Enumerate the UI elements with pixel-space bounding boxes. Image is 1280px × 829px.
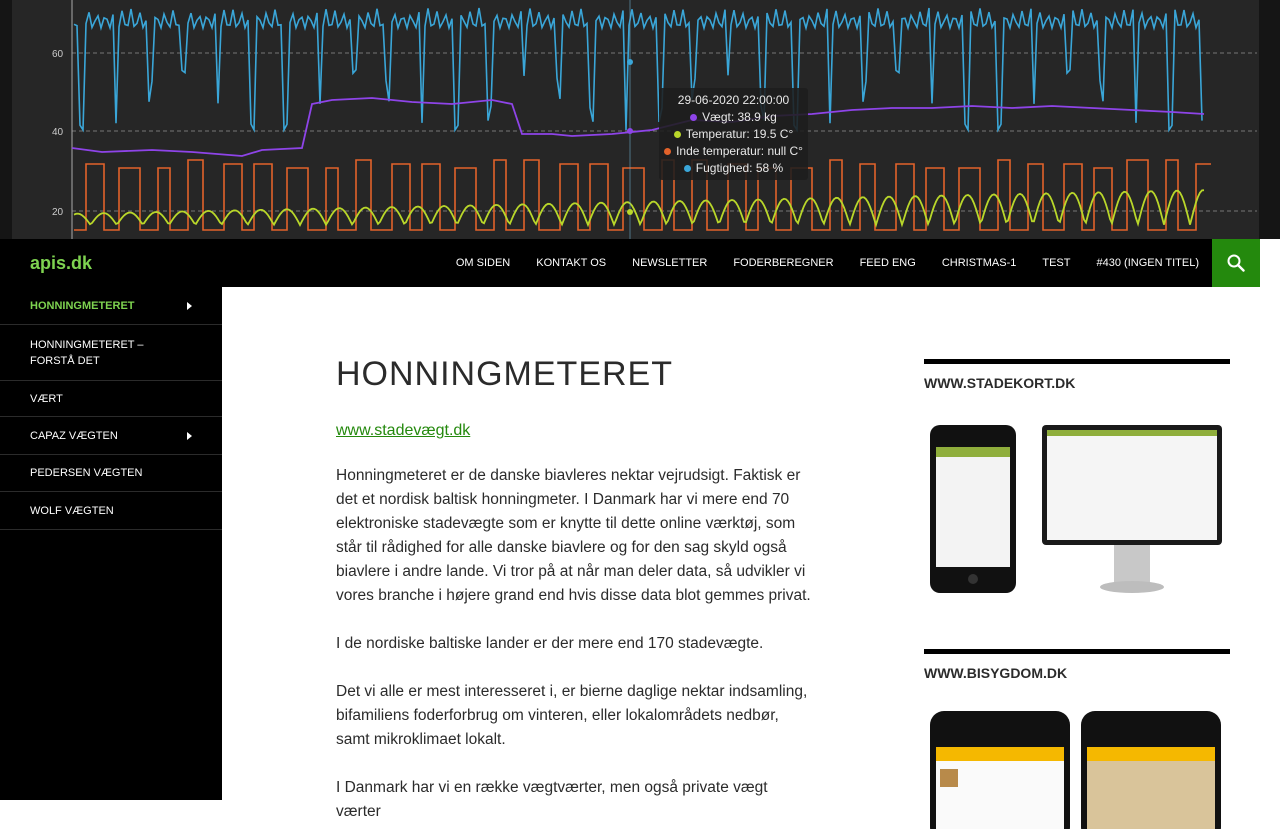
legend-dot xyxy=(684,165,691,172)
nav-item-christmas[interactable]: CHRISTMAS-1 xyxy=(941,257,1017,269)
y-tick: 40 xyxy=(52,127,64,138)
nav-item-newsletter[interactable]: NEWSLETTER xyxy=(632,257,708,269)
caret-right-icon[interactable] xyxy=(187,302,192,310)
search-button[interactable] xyxy=(1212,239,1260,287)
devices-image xyxy=(924,421,1230,601)
sidebar-item-label: WOLF VÆGTEN xyxy=(30,504,114,517)
widget-stadekort xyxy=(924,359,1230,601)
page-edge xyxy=(1260,239,1280,800)
bisygdom-image-link[interactable] xyxy=(924,709,1230,829)
masthead xyxy=(0,239,1260,287)
sidebar-item-honningmeteret[interactable] xyxy=(0,287,222,325)
sidebar-item-label: HONNINGMETERET – FORSTÅ DET xyxy=(30,338,144,367)
page-title: HONNINGMETERET xyxy=(336,355,673,393)
sidebar-item-forsta-det[interactable] xyxy=(0,325,222,381)
tooltip-row xyxy=(659,109,808,126)
secondary-nav xyxy=(0,287,222,800)
sidebar-item-label: HONNINGMETERET xyxy=(30,299,135,312)
sidebar-item-wolf[interactable] xyxy=(0,492,222,530)
legend-dot xyxy=(690,114,697,121)
phones-image xyxy=(924,709,1230,829)
sidebar-item-label: CAPAZ VÆGTEN xyxy=(30,429,118,442)
content-sidebar xyxy=(924,359,1230,829)
paragraph: I de nordiske baltiske lander er der mere end 170 stadevægte. xyxy=(336,635,764,652)
widget-title: WWW.STADEKORT.DK xyxy=(924,375,1076,391)
nav-item-430[interactable]: #430 (INGEN TITEL) xyxy=(1096,257,1199,269)
paragraph: I Danmark har vi en række vægtværter, men også private vægt værter xyxy=(336,779,768,820)
sidebar-item-label: VÆRT xyxy=(30,392,63,405)
stadevaegt-link[interactable]: www.stadevægt.dk xyxy=(336,422,471,439)
tooltip-row xyxy=(659,160,808,177)
nav-item-foderberegner[interactable]: FODERBEREGNER xyxy=(733,257,834,269)
sidebar-item-capaz[interactable] xyxy=(0,417,222,455)
temperature-line xyxy=(74,190,1204,225)
chart-tooltip xyxy=(659,88,808,180)
tooltip-label: Temperatur: 19.5 C° xyxy=(685,127,794,141)
sidebar-item-pedersen[interactable] xyxy=(0,455,222,492)
search-icon xyxy=(1227,254,1245,272)
caret-right-icon[interactable] xyxy=(187,432,192,440)
legend-dot xyxy=(674,131,681,138)
humidity-line xyxy=(74,8,1202,130)
paragraph: Det vi alle er mest interesseret i, er bierne daglige nektar indsamling, bifamiliens foderforbrug om vinteren, eller lokalområdets nedbør, samt mikroklimaet lokalt. xyxy=(336,683,808,748)
tooltip-label: Vægt: 38.9 kg xyxy=(702,110,777,124)
sidebar-item-label: PEDERSEN VÆGTEN xyxy=(30,467,143,479)
widget-bisygdom xyxy=(924,649,1230,829)
sidebar-item-vaert[interactable] xyxy=(0,381,222,417)
header-image xyxy=(0,0,1280,239)
nav-item-kontakt-os[interactable]: KONTAKT OS xyxy=(536,257,607,269)
paragraph: Honningmeteret er de danske biavleres nektar vejrudsigt. Faktisk er det et nordisk baltisk honningmeter. I Danmark har vi mere end 70 elektroniske stadevægte som er knytte til dette online værktøj, som står til rådighed for alle danske biavlere og for den sag skyld også biavlere i andre lande. Vi tror på at når man deler data, så udvikler vi vores branche i højere grand end hvis disse data blot gemmes privat. xyxy=(336,467,811,604)
primary-nav xyxy=(430,239,1199,287)
hive-chart xyxy=(12,0,1259,239)
entry-content xyxy=(336,355,816,824)
y-tick: 60 xyxy=(52,49,64,60)
tooltip-date: 29-06-2020 22:00:00 xyxy=(677,93,790,107)
y-tick: 20 xyxy=(52,207,64,218)
widget-title: WWW.BISYGDOM.DK xyxy=(924,665,1068,681)
legend-dot xyxy=(664,148,671,155)
tooltip-row xyxy=(659,143,808,160)
tooltip-label: Fugtighed: 58 % xyxy=(695,161,784,175)
tooltip-row xyxy=(659,126,808,143)
nav-item-test[interactable]: TEST xyxy=(1042,257,1071,269)
chart-screenshot xyxy=(12,0,1259,239)
nav-item-om-siden[interactable]: OM SIDEN xyxy=(455,257,511,269)
stadekort-image-link[interactable] xyxy=(924,421,1230,601)
nav-item-feed-eng[interactable]: FEED ENG xyxy=(859,257,916,269)
tooltip-label: Inde temperatur: null C° xyxy=(676,144,803,158)
site-title-link[interactable]: apis.dk xyxy=(30,253,93,273)
